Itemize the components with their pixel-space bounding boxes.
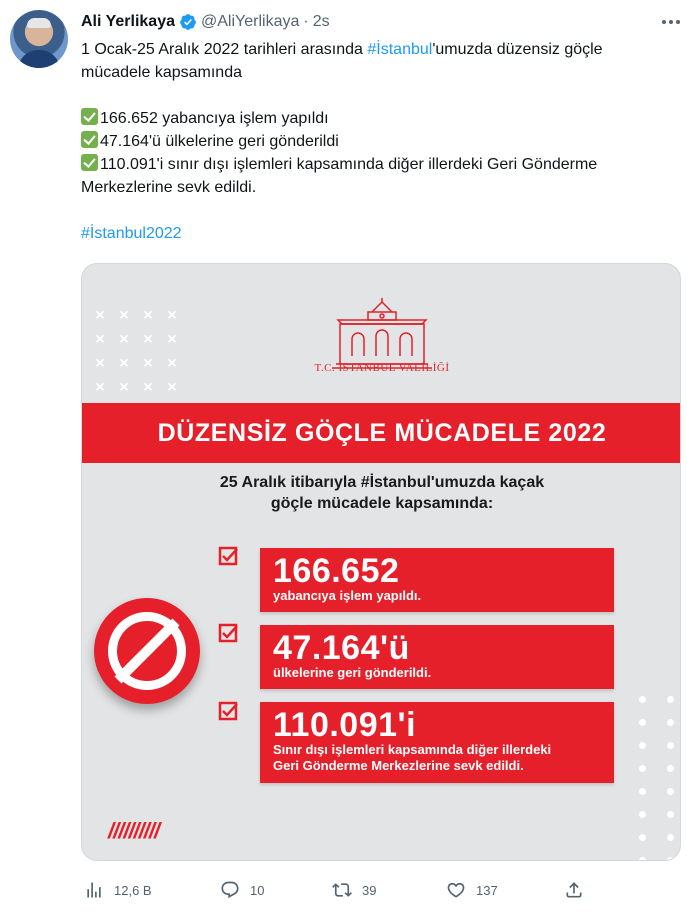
tweet-header bbox=[81, 11, 330, 33]
stat-desc-3: Sınır dışı işlemleri kapsamında diğer illerdeki Geri Gönderme Merkezlerine sevk edildi. bbox=[273, 742, 552, 773]
stat-box-1 bbox=[260, 548, 614, 612]
separator-dot: · bbox=[303, 13, 309, 30]
tweet-text bbox=[81, 38, 673, 245]
retweet-count: 39 bbox=[362, 882, 377, 898]
share-icon bbox=[564, 880, 584, 900]
stat-number-2: 47.164'ü bbox=[273, 629, 410, 667]
more-options-icon[interactable] bbox=[662, 12, 680, 32]
logo-caption: T.C. İSTANBUL VALİLİĞİ bbox=[314, 362, 450, 374]
heart-icon bbox=[446, 880, 466, 900]
verified-badge-icon bbox=[179, 13, 197, 31]
author-handle[interactable]: @AliYerlikaya bbox=[201, 13, 300, 30]
retweet-icon bbox=[332, 880, 352, 900]
analytics-icon bbox=[84, 880, 104, 900]
tweet-time[interactable]: 2s bbox=[312, 13, 330, 30]
stat-box-2 bbox=[260, 625, 614, 689]
checkbox-icon bbox=[218, 701, 238, 721]
stat-number-1: 166.652 bbox=[273, 552, 400, 590]
like-button[interactable] bbox=[446, 874, 498, 906]
author-name[interactable]: Ali Yerlikaya bbox=[81, 13, 175, 30]
intro-text: 1 Ocak-25 Aralık 2022 tarihleri arasında bbox=[81, 41, 368, 58]
author-avatar[interactable] bbox=[10, 10, 68, 68]
check-mark-icon bbox=[81, 154, 98, 171]
decorative-dot-pattern bbox=[628, 688, 681, 861]
stat-desc-1: yabancıya işlem yapıldı. bbox=[273, 588, 422, 603]
infographic-image[interactable] bbox=[81, 263, 681, 861]
title-banner bbox=[82, 403, 681, 463]
stat-line-1-text: 166.652 yabancıya işlem yapıldı bbox=[100, 110, 329, 127]
stat-line-2-text: 47.164'ü ülkelerine geri gönderildi bbox=[100, 133, 339, 150]
stat-line-3 bbox=[81, 153, 673, 199]
stat-desc-2: ülkelerine geri gönderildi. bbox=[273, 665, 432, 680]
retweet-button[interactable] bbox=[332, 874, 376, 906]
prohibition-sign-icon bbox=[94, 598, 200, 704]
reply-count: 10 bbox=[250, 882, 265, 898]
tweet-intro bbox=[81, 38, 673, 84]
like-count: 137 bbox=[476, 882, 498, 898]
avatar-hair bbox=[27, 18, 51, 28]
reply-button[interactable] bbox=[220, 874, 264, 906]
checkbox-icon bbox=[218, 623, 238, 643]
infographic-subtitle: 25 Aralık itibarıyla #İstanbul'umuzda kaçak göçle mücadele kapsamında: bbox=[219, 474, 545, 512]
banner-title: DÜZENSİZ GÖÇLE MÜCADELE 2022 bbox=[157, 418, 607, 447]
check-mark-icon bbox=[81, 131, 98, 148]
views-button[interactable] bbox=[84, 874, 152, 906]
stat-number-3: 110.091'i bbox=[273, 706, 417, 744]
stat-line-2 bbox=[81, 130, 673, 153]
tweet-action-bar bbox=[0, 874, 700, 906]
decorative-x-pattern: × × × × × × × × × × × × × × × × bbox=[95, 307, 177, 396]
checkbox-icon bbox=[218, 546, 238, 566]
decorative-slashes: ////////// bbox=[108, 818, 160, 843]
stat-line-3-text: 110.091'i sınır dışı işlemleri kapsamında diğer illerdeki Geri Gönderme Merkezlerine sevk edildi. bbox=[81, 156, 598, 196]
istanbul-hashtag-link[interactable]: #İstanbul bbox=[367, 41, 433, 58]
check-mark-icon bbox=[81, 108, 98, 125]
share-button[interactable] bbox=[564, 874, 584, 906]
views-count: 12,6 B bbox=[114, 882, 152, 898]
istanbul2022-hashtag-link[interactable]: #İstanbul2022 bbox=[81, 225, 182, 242]
intro-text-cont: 'umuzda düzensiz göçle mücadele kapsamında bbox=[81, 41, 603, 81]
stat-line-1 bbox=[81, 107, 673, 130]
reply-icon bbox=[220, 880, 240, 900]
avatar-shirt bbox=[18, 50, 60, 68]
stat-box-3 bbox=[260, 702, 614, 783]
